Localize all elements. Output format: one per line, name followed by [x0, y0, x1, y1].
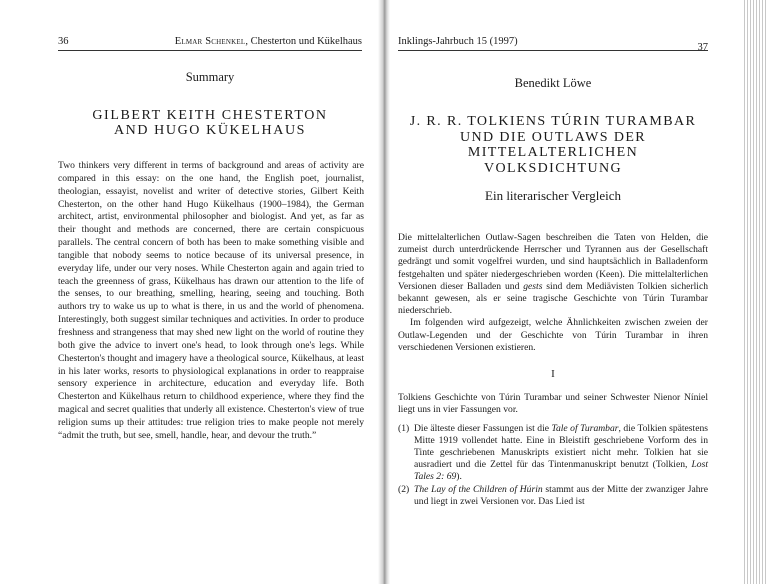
item1-citation: Lost Tales 2: 69	[414, 459, 708, 483]
item1-text-a: Die älteste dieser Fassungen ist die	[414, 422, 552, 434]
item1-work-title: Tale of Turambar	[551, 422, 619, 434]
right-title-line-3: MITTELALTERLICHEN	[467, 145, 639, 160]
right-running-head: Inklings-Jahrbuch 15 (1997)	[398, 36, 518, 47]
article-body	[398, 232, 708, 508]
page-edges	[742, 0, 768, 584]
article-author: Benedikt Löwe	[514, 76, 592, 90]
left-title-line-1: GILBERT KEITH CHESTERTON	[92, 108, 328, 123]
item1-text-b: , die Tolkien spätestens Mitte 1919 vollendet hatte. Eine in Bleistift geschriebene Vorform des in Tinte geschriebenen Manuskripts existiert nicht mehr. Tolkien hat sie ausradiert und die Zettel für das Tintenmanuskript benutzt (Tolkien,	[414, 422, 708, 471]
third-paragraph: Tolkiens Geschichte von Túrin Turambar und seiner Schwester Nienor Níniel liegt uns in vier Fassungen vor.	[398, 392, 708, 416]
summary-heading: Summary	[185, 70, 235, 84]
running-head-author: Elmar Schenkel	[174, 36, 246, 47]
left-page-number: 36	[58, 36, 69, 47]
left-title-line-2: AND HUGO KÜKELHAUS	[113, 123, 307, 138]
running-head-title: , Chesterton und Kükelhaus	[245, 36, 362, 47]
right-running-header	[398, 36, 708, 51]
list-item	[398, 423, 708, 484]
right-title-line-4: VOLKSDICHTUNG	[484, 160, 622, 176]
summary-paragraph: Two thinkers very different in terms of background and areas of activity are compared in this essay: on the one hand, the English poet, journalist, theologian, essayist, novelist and writer of detective stories, Gilbert Keith Chesterton, on the other hand Hugo Kükelhaus (1900–1984), the German architect, artist, environmental philosopher and biologist. And yet, as far as their thought and methods are concerned, there are certain conspicuous parallels. The central concern of both has been to make something visible and tangible that nobody seems to notice because of its universal presence, in everyday life, under our very noses. While Chesterton again and again tried to teach the greenness of grass, Kükelhaus has drawn our attention to the life of the senses, to our breathing, smelling, hearing, seeing and touching. Both authors try to wake us up to what is there, in us and the world of phenomena. Interestingly, both suggest similar techniques and activities. In order to produce freshness and strangeness that may shed new light on the world of routine they both give the advice to invert one's head, to look through one's legs. While Chesterton's thought and imagery have a theological source, Kükelhaus, at least in his later works, resorts to physiological explanations in order to reappraise sensory experience in architecture, education and everyday life. Both Chesterton and Kükelhaus return to childhood experience, where they find the magical and secret qualities that underly all existence. Chesterton's view of true religion sums up their attitudes: true religion tries to make people not merely “admit the truth, but see, smell, handle, hear, and devour the truth.”	[58, 160, 364, 441]
article-subtitle: Ein literarischer Vergleich	[485, 188, 621, 203]
intro-text-b: sind dem Mediävisten Tolkien sicherlich bekannt gewesen, als er seine tragische Geschichte von Túrin Turambar niederschrieb.	[398, 280, 709, 317]
second-paragraph: Im folgenden wird aufgezeigt, welche Ähnlichkeiten zwischen zweien der Outlaw-Legenden und der Geschichte von Túrin Turambar in ihren verschiedenen Versionen existieren.	[398, 317, 708, 353]
list-item-label: (2)	[398, 483, 410, 495]
list-item	[398, 484, 708, 508]
left-article-title	[58, 108, 362, 138]
item2-work-title: The Lay of the Children of Húrin	[414, 483, 543, 495]
right-title-line-1: J. R. R. TOLKIENS TÚRIN TURAMBAR	[409, 114, 697, 129]
left-running-header	[58, 36, 362, 51]
summary-body	[58, 160, 364, 443]
right-title-line-2: UND DIE OUTLAWS DER	[459, 129, 647, 145]
list-item-label: (1)	[398, 422, 410, 434]
intro-text-a: Die mittelalterlichen Outlaw-Sagen beschreiben die Taten von Helden, die zumeist durch unterdrückende Herrscher und Tyrannen aus der Gesellschaft gedrängt und somit vogelfrei wurden, und sind hauptsächlich in Balladenform festgehalten und später niedergeschrieben worden (Keen). Die mittelalterlichen Versionen dieser Balladen und	[398, 232, 708, 292]
item1-text-c: ).	[456, 471, 462, 483]
item2-text: stammt aus der Mitte der zwanziger Jahre und liegt in zwei Versionen vor. Das Lied ist	[414, 483, 708, 507]
intro-paragraph	[398, 232, 708, 317]
right-article-title	[398, 114, 708, 176]
section-number: I	[551, 368, 555, 381]
left-running-head	[175, 36, 362, 47]
intro-emphasis: gests	[523, 280, 543, 292]
right-page-number: 37	[697, 42, 708, 53]
